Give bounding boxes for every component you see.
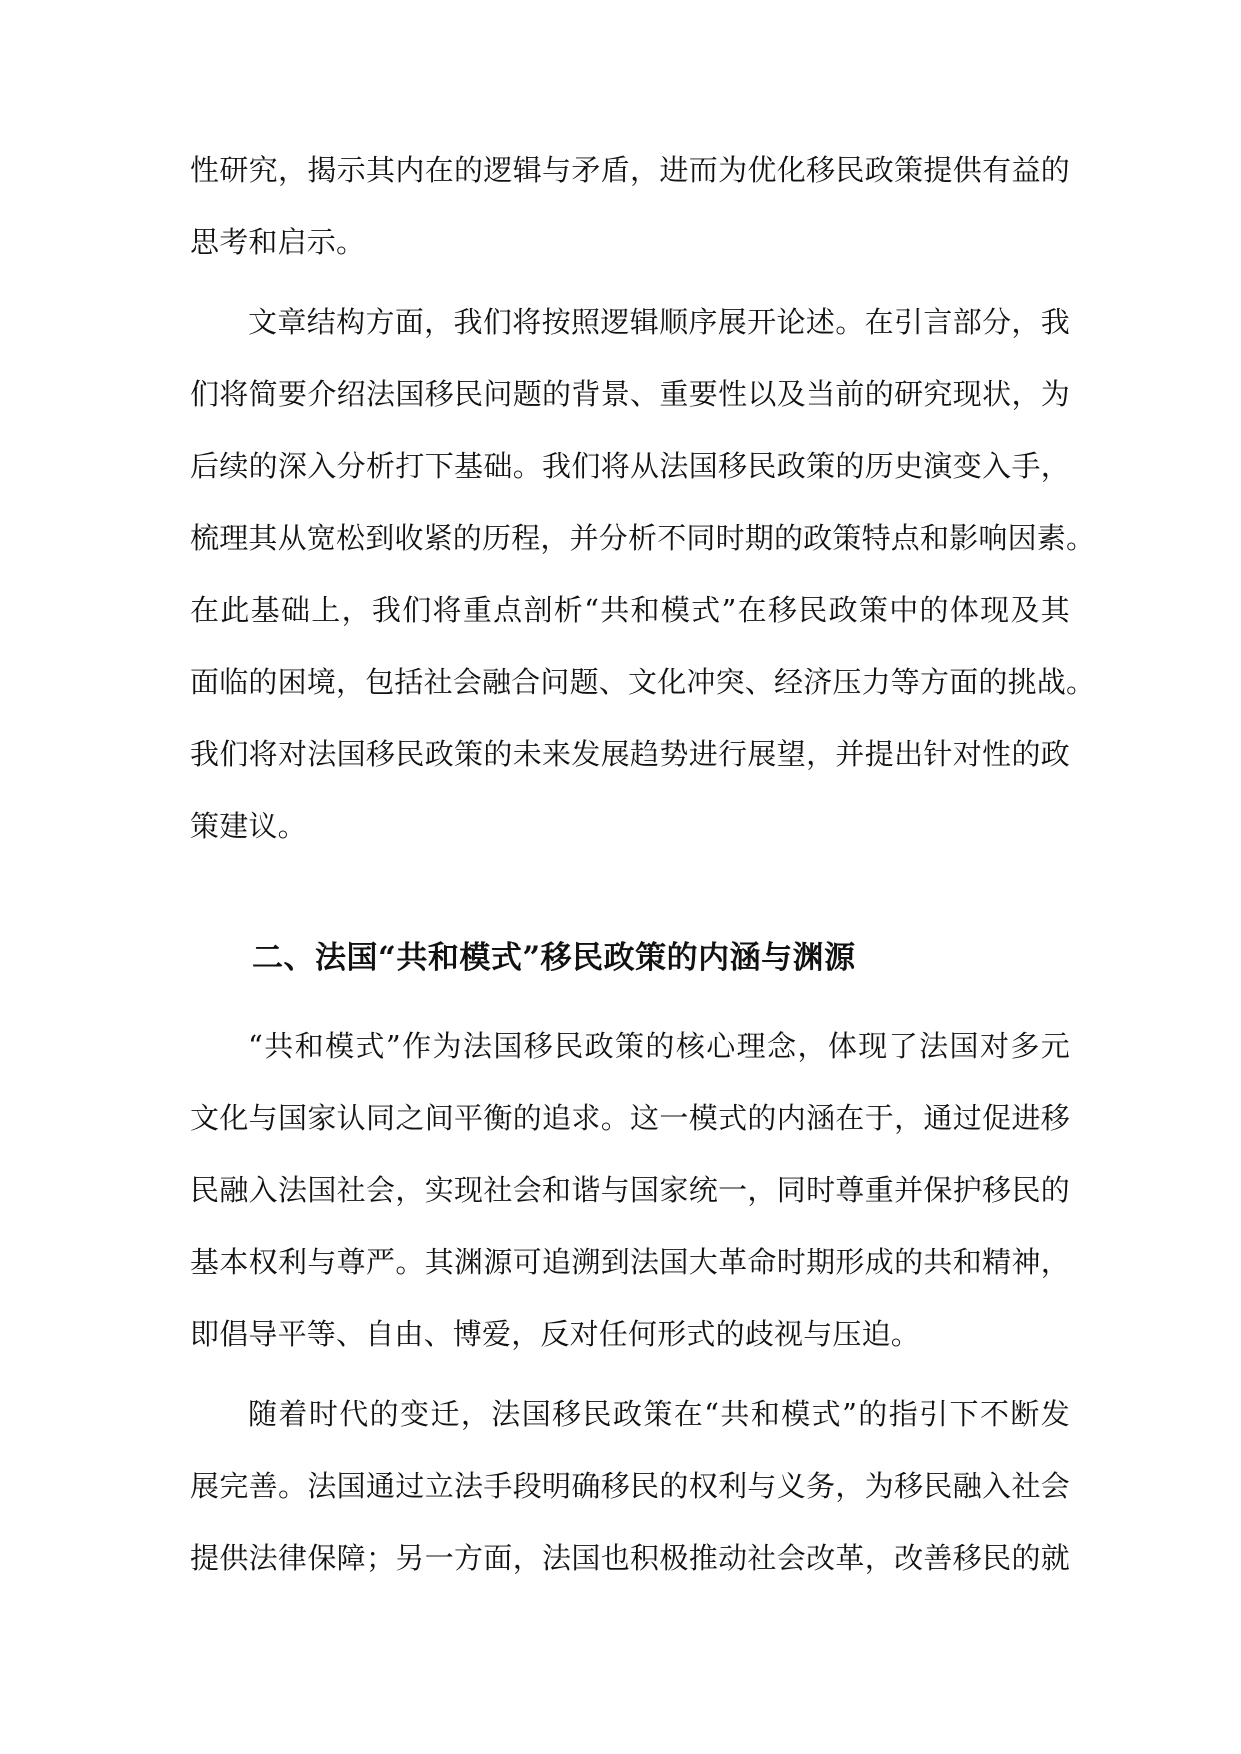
paragraph-2-line-3: 后续的深入分析打下基础。我们将从法国移民政策的历史演变入手， — [190, 449, 1070, 483]
paragraph-3-line-1: “共和模式”作为法国移民政策的核心理念，体现了法国对多元 — [248, 1029, 1070, 1063]
paragraph-1-line-2: 思考和启示。 — [190, 225, 366, 259]
paragraph-4-line-3: 提供法律保障；另一方面，法国也积极推动社会改革，改善移民的就 — [190, 1541, 1070, 1575]
paragraph-1-line-1: 性研究，揭示其内在的逻辑与矛盾，进而为优化移民政策提供有益的 — [190, 153, 1070, 187]
paragraph-2-line-6: 面临的困境，包括社会融合问题、文化冲突、经济压力等方面的挑战。 — [190, 665, 1096, 699]
paragraph-2-line-5: 在此基础上，我们将重点剖析“共和模式”在移民政策中的体现及其 — [190, 593, 1070, 627]
paragraph-4-line-1: 随着时代的变迁，法国移民政策在“共和模式”的指引下不断发 — [248, 1397, 1070, 1431]
paragraph-2-line-7: 我们将对法国移民政策的未来发展趋势进行展望，并提出针对性的政 — [190, 737, 1070, 771]
paragraph-2-line-8: 策建议。 — [190, 809, 307, 843]
paragraph-3-line-2: 文化与国家认同之间平衡的追求。这一模式的内涵在于，通过促进移 — [190, 1101, 1070, 1135]
paragraph-3-line-3: 民融入法国社会，实现社会和谐与国家统一，同时尊重并保护移民的 — [190, 1173, 1070, 1207]
paragraph-2-line-2: 们将简要介绍法国移民问题的背景、重要性以及当前的研究现状，为 — [190, 377, 1070, 411]
paragraph-3-line-4: 基本权利与尊严。其渊源可追溯到法国大革命时期形成的共和精神， — [190, 1245, 1070, 1279]
paragraph-2-line-4: 梳理其从宽松到收紧的历程，并分析不同时期的政策特点和影响因素。 — [190, 521, 1096, 555]
paragraph-4-line-2: 展完善。法国通过立法手段明确移民的权利与义务，为移民融入社会 — [190, 1469, 1070, 1503]
paragraph-2-line-1: 文章结构方面，我们将按照逻辑顺序展开论述。在引言部分，我 — [248, 305, 1070, 339]
paragraph-3-line-5: 即倡导平等、自由、博爱，反对任何形式的歧视与压迫。 — [190, 1317, 921, 1351]
section-heading: 二、法国“共和模式”移民政策的内涵与渊源 — [252, 940, 856, 976]
